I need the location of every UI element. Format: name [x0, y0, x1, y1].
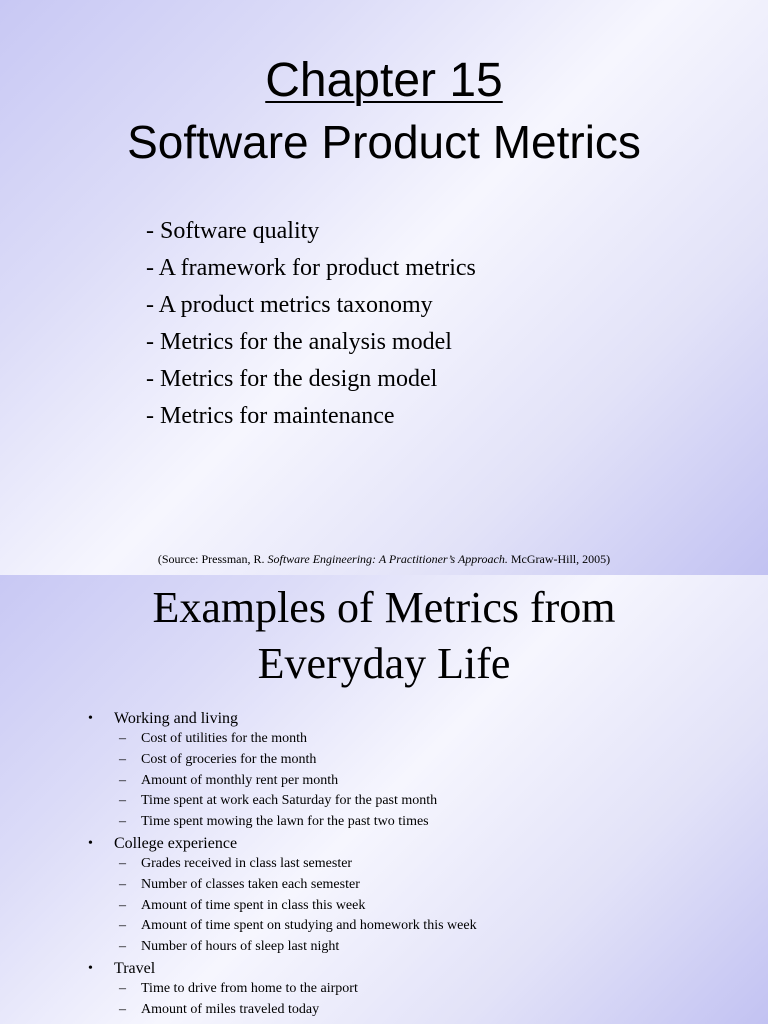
- list-item: [88, 812, 477, 833]
- sub-list: [88, 729, 477, 833]
- list-item-text: Cost of groceries for the month: [141, 751, 317, 767]
- list-item-text: Number of classes taken each semester: [141, 876, 360, 892]
- sub-list: [88, 854, 477, 958]
- topic-list: [146, 213, 476, 435]
- list-item-text: Amount of miles traveled today: [141, 1001, 320, 1017]
- list-item-text: Number of hours of sleep last night: [141, 939, 340, 955]
- topic-item: - Metrics for the analysis model: [146, 329, 452, 355]
- bullet-icon: •: [88, 711, 93, 726]
- list-item: [88, 1000, 477, 1021]
- dash-icon: –: [119, 731, 126, 746]
- slide-title: Software Product Metrics: [127, 116, 641, 168]
- list-item: [88, 791, 477, 812]
- dash-icon: –: [119, 751, 126, 767]
- chapter-heading-text: Chapter 15: [265, 54, 503, 107]
- list-item-text: Grades received in class last semester: [141, 855, 353, 871]
- dash-icon: –: [119, 814, 126, 830]
- list-item-text: Amount of monthly rent per month: [141, 772, 339, 788]
- dash-icon: –: [119, 980, 126, 996]
- dash-icon: –: [119, 793, 126, 809]
- topic-item: - A product metrics taxonomy: [146, 292, 433, 318]
- slide-title-line: Everyday Life: [257, 639, 511, 688]
- example-list: [88, 708, 477, 1021]
- list-item: [88, 937, 477, 958]
- category-working-living: [88, 708, 477, 833]
- slide-title: [0, 580, 768, 692]
- category-college-experience: [88, 833, 477, 958]
- list-item: [88, 854, 477, 875]
- list-item: [88, 916, 477, 937]
- source-suffix: McGraw-Hill, 2005): [507, 552, 611, 566]
- source-prefix: (Source: Pressman, R.: [157, 552, 268, 566]
- dash-icon: –: [119, 939, 126, 955]
- topic-item: - Software quality: [146, 218, 320, 244]
- list-item-text: Time to drive from home to the airport: [141, 980, 358, 996]
- list-item-text: Time spent mowing the lawn for the past two times: [141, 814, 429, 830]
- sub-list: [88, 979, 477, 1021]
- list-item: [88, 729, 477, 750]
- dash-icon: –: [119, 1001, 126, 1017]
- dash-icon: –: [119, 897, 126, 913]
- bullet-icon: •: [88, 835, 93, 851]
- category-travel: [88, 958, 477, 1021]
- list-item-text: Amount of time spent in class this week: [141, 897, 366, 913]
- list-item-text: Amount of time spent on studying and homework this week: [141, 918, 477, 934]
- topic-item: - Metrics for the design model: [146, 366, 438, 392]
- list-item: [88, 771, 477, 792]
- topic-item: - Metrics for maintenance: [146, 403, 395, 429]
- slide-title-line: Examples of Metrics from: [152, 583, 616, 632]
- dash-icon: –: [119, 772, 126, 788]
- dash-icon: –: [119, 855, 126, 871]
- list-item-text: Time spent at work each Saturday for the past month: [141, 793, 438, 809]
- list-item: [88, 896, 477, 917]
- topic-item: - A framework for product metrics: [146, 255, 476, 281]
- bullet-icon: •: [88, 960, 93, 976]
- chapter-heading: [0, 52, 768, 110]
- category-label: Travel: [114, 959, 156, 977]
- source-citation: [0, 551, 768, 567]
- list-item: [88, 979, 477, 1000]
- dash-icon: –: [119, 918, 126, 934]
- list-item: [88, 875, 477, 896]
- list-item: [88, 750, 477, 771]
- slide-everyday-metrics: [0, 575, 768, 1024]
- list-item-text: Cost of utilities for the month: [141, 731, 308, 746]
- source-book-title: Software Engineering: A Practitioner’s Approach.: [267, 552, 508, 566]
- category-heading: [88, 833, 477, 854]
- category-label: Working and living: [114, 710, 239, 727]
- category-heading: [88, 958, 477, 979]
- category-label: College experience: [114, 834, 238, 852]
- dash-icon: –: [119, 876, 126, 892]
- category-heading: [88, 708, 477, 729]
